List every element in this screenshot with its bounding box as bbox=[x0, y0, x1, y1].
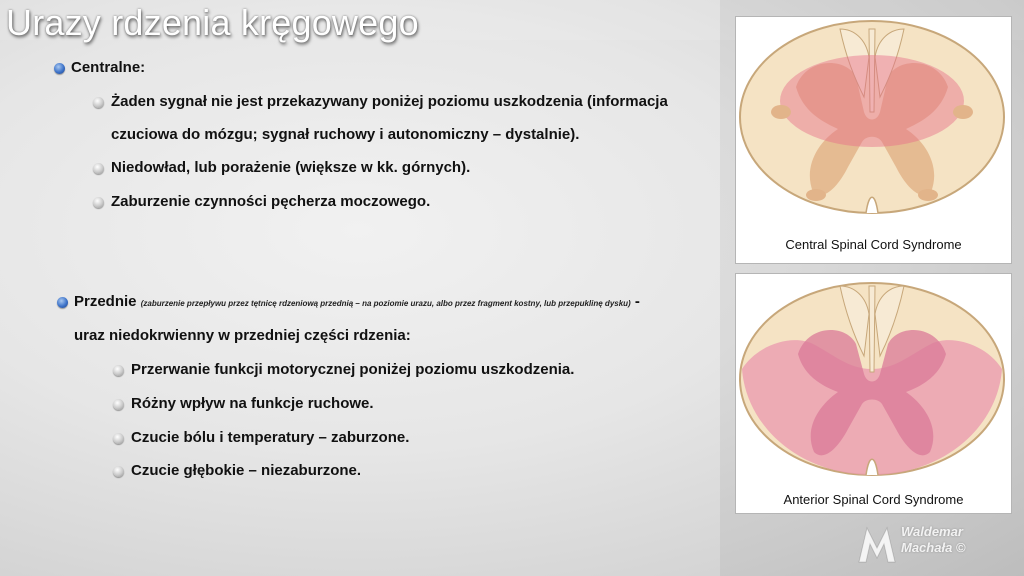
central-item-2: Niedowład, lub porażenie (większe w kk. górnych). bbox=[111, 159, 471, 176]
bullet-icon bbox=[57, 297, 68, 308]
bullet-icon bbox=[113, 365, 124, 376]
anterior-item-3: Czucie bólu i temperatury – zaburzone. bbox=[131, 429, 410, 446]
logo-icon bbox=[855, 522, 899, 566]
anterior-item-1: Przerwanie funkcji motorycznej poniżej poziomu uszkodzenia. bbox=[131, 361, 575, 378]
slide-title: Urazy rdzenia kręgowego bbox=[6, 2, 419, 43]
bullet-icon bbox=[93, 163, 104, 174]
section-anterior-heading: Przednie bbox=[74, 293, 137, 310]
figure-caption: Central Spinal Cord Syndrome bbox=[785, 237, 962, 252]
anterior-item-2: Różny wpływ na funkcje ruchowe. bbox=[131, 395, 374, 412]
watermark-line2: Machała © bbox=[901, 540, 966, 555]
spinal-cord-central-illustration bbox=[736, 17, 1011, 232]
figure-central-cord bbox=[735, 16, 1012, 264]
author-watermark bbox=[855, 518, 1015, 570]
watermark-line1: Waldemar bbox=[901, 524, 963, 539]
bullet-icon bbox=[93, 197, 104, 208]
figure-anterior-cord bbox=[735, 273, 1012, 514]
section-central-heading: Centralne: bbox=[71, 59, 146, 76]
bullet-icon bbox=[113, 433, 124, 444]
bullet-icon bbox=[54, 63, 65, 74]
section-anterior-heading-line bbox=[74, 293, 640, 310]
central-item-1-line2: czuciowa do mózgu; sygnał ruchowy i autonomiczny – dystalnie). bbox=[111, 126, 580, 143]
bullet-icon bbox=[113, 399, 124, 410]
bullet-icon bbox=[93, 97, 104, 108]
section-anterior-dash: - bbox=[634, 293, 640, 310]
section-anterior-continuation: uraz niedokrwienny w przedniej części rdzenia: bbox=[74, 327, 411, 344]
anterior-item-4: Czucie głębokie – niezaburzone. bbox=[131, 462, 362, 479]
spinal-cord-anterior-illustration bbox=[736, 274, 1011, 484]
central-item-3: Zaburzenie czynności pęcherza moczowego. bbox=[111, 193, 431, 210]
section-anterior-note: (zaburzenie przepływu przez tętnicę rdzeniową przednią – na poziomie urazu, albo przez fragment kostny, lub przepuklinę dysku) bbox=[140, 299, 631, 308]
figure-caption: Anterior Spinal Cord Syndrome bbox=[783, 492, 964, 507]
bullet-icon bbox=[113, 466, 124, 477]
central-item-1-line1: Żaden sygnał nie jest przekazywany poniżej poziomu uszkodzenia (informacja bbox=[111, 93, 668, 110]
